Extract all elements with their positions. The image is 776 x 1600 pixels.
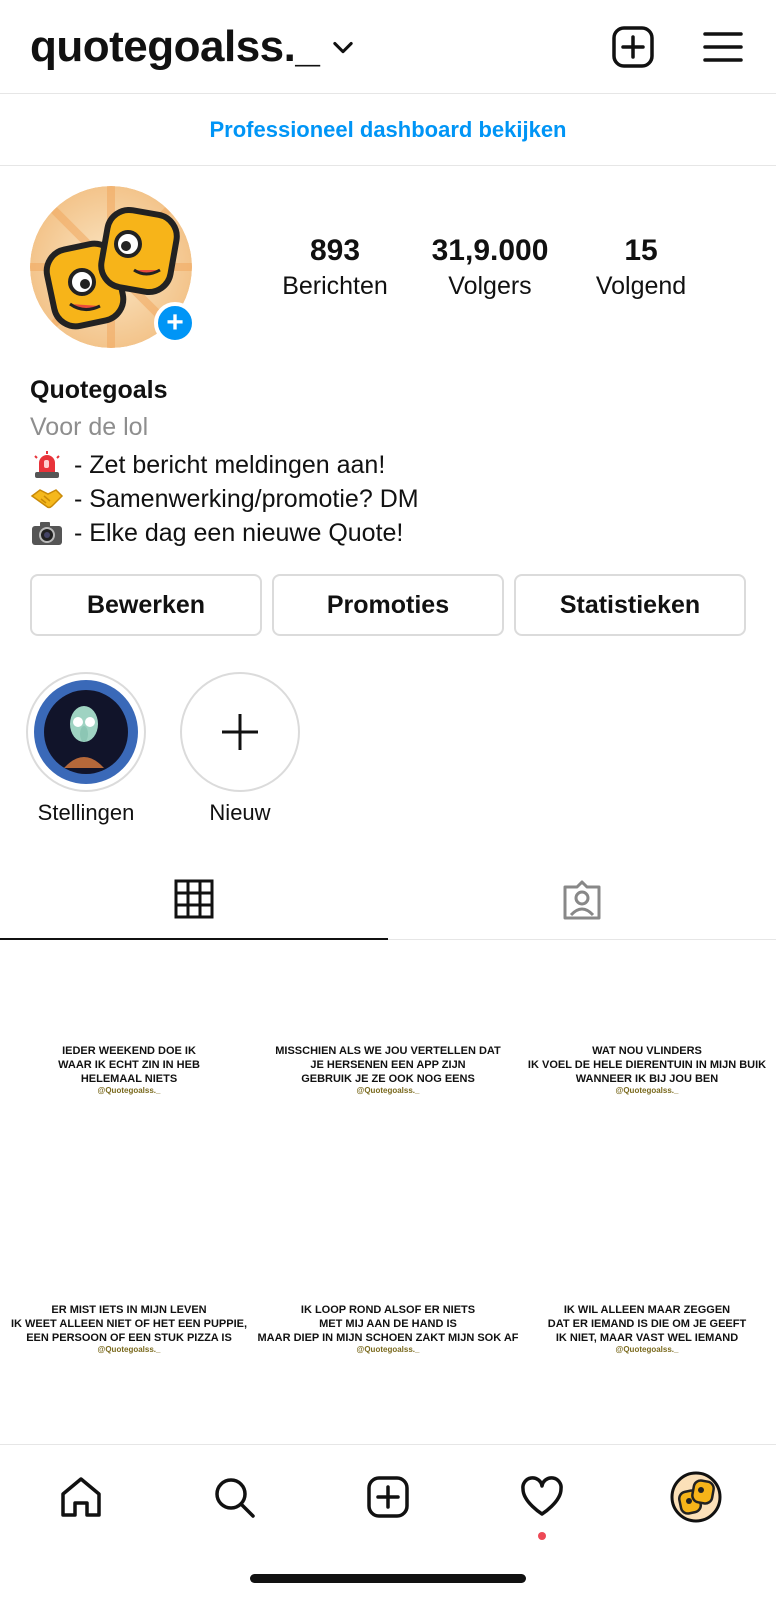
edit-profile-button[interactable]: Bewerken	[30, 574, 262, 636]
activity-notification-dot	[538, 1532, 546, 1540]
bio	[30, 376, 750, 550]
stat-posts-value: 893	[309, 234, 361, 267]
post-tile[interactable]	[259, 941, 517, 1199]
top-bar	[0, 0, 776, 94]
promotions-button[interactable]: Promoties	[272, 574, 504, 636]
stat-followers-value: 31,9.000	[431, 234, 549, 267]
search-icon	[211, 1474, 257, 1520]
bio-line	[30, 516, 750, 550]
profile-name: Quotegoals	[30, 376, 168, 404]
bio-text: - Elke dag een nieuwe Quote!	[74, 518, 404, 547]
highlight-label: Stellingen	[37, 800, 135, 825]
post-tile[interactable]	[518, 1200, 776, 1458]
post-text: GEBRUIK JE ZE OOK NOG EENS	[301, 1073, 475, 1085]
post-text: IK NIET, MAAR VAST WEL IEMAND	[555, 1332, 739, 1344]
stat-following[interactable]	[576, 234, 706, 301]
heart-icon	[519, 1474, 565, 1520]
post-handle: @Quotegoalss._	[615, 1345, 679, 1354]
squidward-window-image	[34, 680, 138, 784]
post-text: IK VOEL DE HELE DIERENTUIN IN MIJN BUIK	[527, 1059, 767, 1071]
nav-profile[interactable]	[668, 1469, 724, 1525]
nav-create[interactable]	[360, 1469, 416, 1525]
bio-line	[30, 482, 750, 516]
post-text: MISSCHIEN ALS WE JOU VERTELLEN DAT	[275, 1045, 501, 1057]
tab-posts-grid[interactable]	[0, 860, 388, 940]
post-tile[interactable]	[0, 1200, 258, 1458]
stat-posts-label: Berichten	[282, 272, 388, 300]
post-text: WAT NOU VLINDERS	[592, 1045, 702, 1057]
post-text: JE HERSENEN EEN APP ZIJN	[310, 1059, 466, 1071]
nav-search[interactable]	[206, 1469, 262, 1525]
post-text: HELEMAAL NIETS	[80, 1073, 178, 1085]
home-indicator[interactable]	[250, 1574, 526, 1583]
profile-tabs	[0, 860, 776, 940]
post-handle: @Quotegoalss._	[356, 1086, 420, 1095]
username[interactable]: quotegoalss._	[30, 22, 320, 71]
stat-followers[interactable]	[410, 234, 570, 301]
post-text: EEN PERSOON OF EEN STUK PIZZA IS	[26, 1332, 232, 1344]
stat-posts[interactable]	[270, 234, 400, 301]
post-handle: @Quotegoalss._	[97, 1086, 161, 1095]
highlight-cover[interactable]	[26, 672, 146, 792]
siren-icon	[30, 450, 64, 480]
chevron-down-icon[interactable]	[329, 33, 357, 61]
grid-icon	[174, 879, 214, 919]
nav-home[interactable]	[53, 1469, 109, 1525]
post-tile[interactable]	[518, 941, 776, 1199]
posts-grid	[0, 941, 776, 1458]
statistics-button[interactable]: Statistieken	[514, 574, 746, 636]
profile-category: Voor de lol	[30, 413, 149, 441]
highlight-new[interactable]	[180, 672, 300, 826]
tab-tagged[interactable]	[388, 860, 776, 940]
camera-icon	[30, 518, 64, 548]
post-text: WANNEER IK BIJ JOU BEN	[575, 1073, 719, 1085]
nav-activity[interactable]	[514, 1469, 570, 1525]
profile-avatar-icon	[670, 1471, 722, 1523]
post-tile[interactable]	[259, 1200, 517, 1458]
bio-text: - Samenwerking/promotie? DM	[74, 484, 419, 513]
create-post-icon	[365, 1474, 411, 1520]
professional-dashboard-link[interactable]: Professioneel dashboard bekijken	[0, 94, 776, 166]
bio-text: - Zet bericht meldingen aan!	[74, 450, 386, 479]
post-text: IK WIL ALLEEN MAAR ZEGGEN	[563, 1304, 731, 1316]
highlight-label: Nieuw	[209, 800, 271, 825]
post-handle: @Quotegoalss._	[615, 1086, 679, 1095]
post-text: IK LOOP ROND ALSOF ER NIETS	[300, 1304, 476, 1316]
post-text: MAAR DIEP IN MIJN SCHOEN ZAKT MIJN SOK AF	[257, 1332, 519, 1344]
post-text: MET MIJ AAN DE HAND IS	[319, 1318, 457, 1330]
new-post-icon[interactable]	[610, 24, 656, 70]
stat-following-label: Volgend	[595, 272, 687, 300]
plus-icon	[218, 710, 262, 754]
add-story-button[interactable]: +	[154, 302, 196, 344]
account-switcher[interactable]	[30, 22, 357, 72]
home-icon	[58, 1474, 104, 1520]
bio-line	[30, 448, 750, 482]
post-text: IEDER WEEKEND DOE IK	[62, 1045, 196, 1057]
post-text: WAAR IK ECHT ZIN IN HEB	[58, 1059, 200, 1071]
post-handle: @Quotegoalss._	[97, 1345, 161, 1354]
highlight-stellingen[interactable]	[26, 672, 146, 826]
menu-icon[interactable]	[700, 24, 746, 70]
post-text: ER MIST IETS IN MIJN LEVEN	[51, 1304, 207, 1316]
new-highlight-button[interactable]	[180, 672, 300, 792]
post-text: DAT ER IEMAND IS DIE OM JE GEEFT	[547, 1318, 747, 1330]
tagged-person-icon	[561, 879, 603, 921]
post-tile[interactable]	[0, 941, 258, 1199]
post-handle: @Quotegoalss._	[356, 1345, 420, 1354]
stat-following-value: 15	[624, 234, 658, 267]
handshake-icon	[30, 484, 64, 514]
stat-followers-label: Volgers	[448, 272, 532, 300]
post-text: IK WEET ALLEEN NIET OF HET EEN PUPPIE,	[10, 1318, 248, 1330]
